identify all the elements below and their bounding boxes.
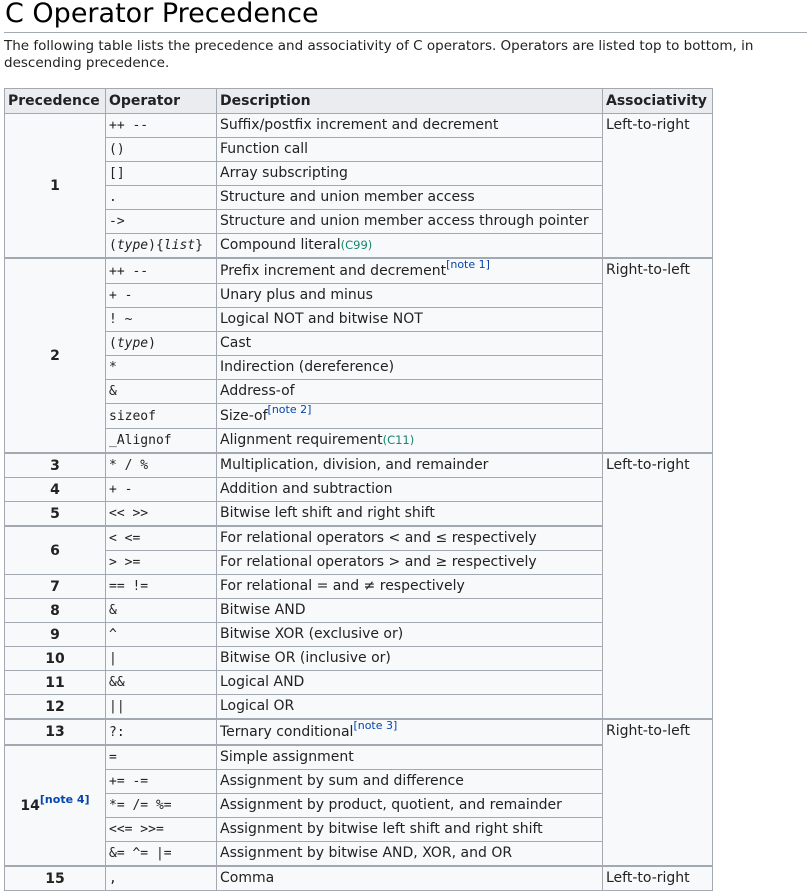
operator-cell: * / % [106, 453, 217, 478]
description-cell: Multiplication, division, and remainder [217, 453, 603, 478]
description-text: Ternary conditional [220, 723, 354, 740]
precedence-cell: 11 [5, 671, 106, 695]
description-cell: Function call [217, 138, 603, 162]
description-cell: Bitwise AND [217, 599, 603, 623]
operator-cell: | [106, 647, 217, 671]
operator-cell: -> [106, 210, 217, 234]
associativity-cell: Right-to-left [603, 258, 713, 453]
table-row [5, 719, 713, 745]
precedence-value: 14 [20, 797, 40, 814]
operator-cell: << >> [106, 502, 217, 527]
op-part: ){ [148, 238, 164, 253]
operator-cell: * [106, 356, 217, 380]
description-cell: Assignment by product, quotient, and remainder [217, 794, 603, 818]
op-list-placeholder: list [163, 238, 196, 253]
description-cell [217, 234, 603, 259]
operator-cell: _Alignof [106, 429, 217, 454]
description-cell: Addition and subtraction [217, 478, 603, 502]
operator-cell: + - [106, 478, 217, 502]
note-link[interactable]: [note 4] [39, 792, 90, 806]
description-cell: Unary plus and minus [217, 284, 603, 308]
standard-badge[interactable]: (C99) [340, 238, 373, 252]
table-row [5, 866, 713, 891]
op-part: ( [109, 336, 117, 351]
description-cell: Indirection (dereference) [217, 356, 603, 380]
operator-cell: . [106, 186, 217, 210]
note-link[interactable]: [note 3] [353, 718, 398, 732]
description-cell: For relational operators < and ≤ respectively [217, 526, 603, 551]
description-text: Prefix increment and decrement [220, 262, 447, 279]
operator-cell [106, 332, 217, 356]
standard-badge[interactable]: (C11) [382, 433, 415, 447]
description-cell: Assignment by bitwise left shift and right shift [217, 818, 603, 842]
operator-cell: () [106, 138, 217, 162]
table-row [5, 114, 713, 138]
header-precedence: Precedence [5, 89, 106, 114]
description-cell: Assignment by sum and difference [217, 770, 603, 794]
operator-cell: [] [106, 162, 217, 186]
header-description: Description [217, 89, 603, 114]
operator-cell: &= ^= |= [106, 842, 217, 867]
precedence-cell: 5 [5, 502, 106, 527]
description-cell: Logical OR [217, 695, 603, 720]
operator-cell: ^ [106, 623, 217, 647]
description-text: Alignment requirement [220, 432, 383, 448]
operator-cell [106, 234, 217, 259]
operator-cell: , [106, 866, 217, 891]
page-title: C Operator Precedence [5, 0, 319, 29]
precedence-cell: 10 [5, 647, 106, 671]
operator-cell: = [106, 745, 217, 770]
precedence-cell: 13 [5, 719, 106, 745]
description-text: Compound literal [220, 237, 341, 253]
description-cell [217, 404, 603, 429]
associativity-cell: Left-to-right [603, 866, 713, 891]
precedence-cell: 6 [5, 526, 106, 575]
op-type-placeholder: type [116, 238, 149, 253]
title-divider [4, 32, 807, 33]
operator-cell: ++ -- [106, 258, 217, 284]
precedence-cell: 2 [5, 258, 106, 453]
operator-cell: ++ -- [106, 114, 217, 138]
operator-cell: ?: [106, 719, 217, 745]
associativity-cell: Left-to-right [603, 114, 713, 259]
description-cell: Address-of [217, 380, 603, 404]
operator-cell: += -= [106, 770, 217, 794]
precedence-cell: 7 [5, 575, 106, 599]
description-cell [217, 258, 603, 284]
operator-precedence-table [4, 88, 713, 891]
description-cell: For relational operators > and ≥ respectively [217, 551, 603, 575]
precedence-cell: 4 [5, 478, 106, 502]
note-link[interactable]: [note 2] [267, 402, 312, 416]
operator-cell: <<= >>= [106, 818, 217, 842]
precedence-cell: 15 [5, 866, 106, 891]
op-part: ) [148, 336, 156, 351]
op-part: } [195, 238, 203, 253]
note-link[interactable]: [note 1] [446, 257, 490, 271]
operator-cell: < <= [106, 526, 217, 551]
description-cell: For relational = and ≠ respectively [217, 575, 603, 599]
operator-cell: & [106, 380, 217, 404]
op-type-placeholder: type [116, 336, 149, 351]
associativity-cell: Left-to-right [603, 453, 713, 719]
description-cell: Logical NOT and bitwise NOT [217, 308, 603, 332]
description-cell: Structure and union member access [217, 186, 603, 210]
table-header-row [5, 89, 713, 114]
intro-paragraph: The following table lists the precedence and associativity of C operators. Operators are listed top to bottom, in descending precedence. [4, 38, 754, 71]
operator-cell: > >= [106, 551, 217, 575]
operator-cell: + - [106, 284, 217, 308]
description-cell: Comma [217, 866, 603, 891]
precedence-cell [5, 745, 106, 866]
description-cell: Simple assignment [217, 745, 603, 770]
precedence-cell: 3 [5, 453, 106, 478]
precedence-cell: 12 [5, 695, 106, 720]
description-cell: Bitwise XOR (exclusive or) [217, 623, 603, 647]
description-cell: Logical AND [217, 671, 603, 695]
associativity-cell: Right-to-left [603, 719, 713, 866]
operator-cell: == != [106, 575, 217, 599]
header-operator: Operator [106, 89, 217, 114]
operator-cell: && [106, 671, 217, 695]
description-text: Size-of [220, 407, 268, 424]
operator-cell: || [106, 695, 217, 720]
description-cell: Bitwise left shift and right shift [217, 502, 603, 527]
table-row [5, 453, 713, 478]
description-cell: Structure and union member access through pointer [217, 210, 603, 234]
op-part: ( [109, 238, 117, 253]
table-row [5, 258, 713, 284]
precedence-cell: 9 [5, 623, 106, 647]
operator-cell: & [106, 599, 217, 623]
precedence-cell: 1 [5, 114, 106, 259]
description-cell: Assignment by bitwise AND, XOR, and OR [217, 842, 603, 867]
operator-cell: *= /= %= [106, 794, 217, 818]
description-cell: Suffix/postfix increment and decrement [217, 114, 603, 138]
description-cell: Array subscripting [217, 162, 603, 186]
header-associativity: Associativity [603, 89, 713, 114]
description-cell [217, 719, 603, 745]
description-cell [217, 429, 603, 454]
operator-cell: ! ~ [106, 308, 217, 332]
precedence-cell: 8 [5, 599, 106, 623]
description-cell: Cast [217, 332, 603, 356]
description-cell: Bitwise OR (inclusive or) [217, 647, 603, 671]
operator-cell: sizeof [106, 404, 217, 429]
